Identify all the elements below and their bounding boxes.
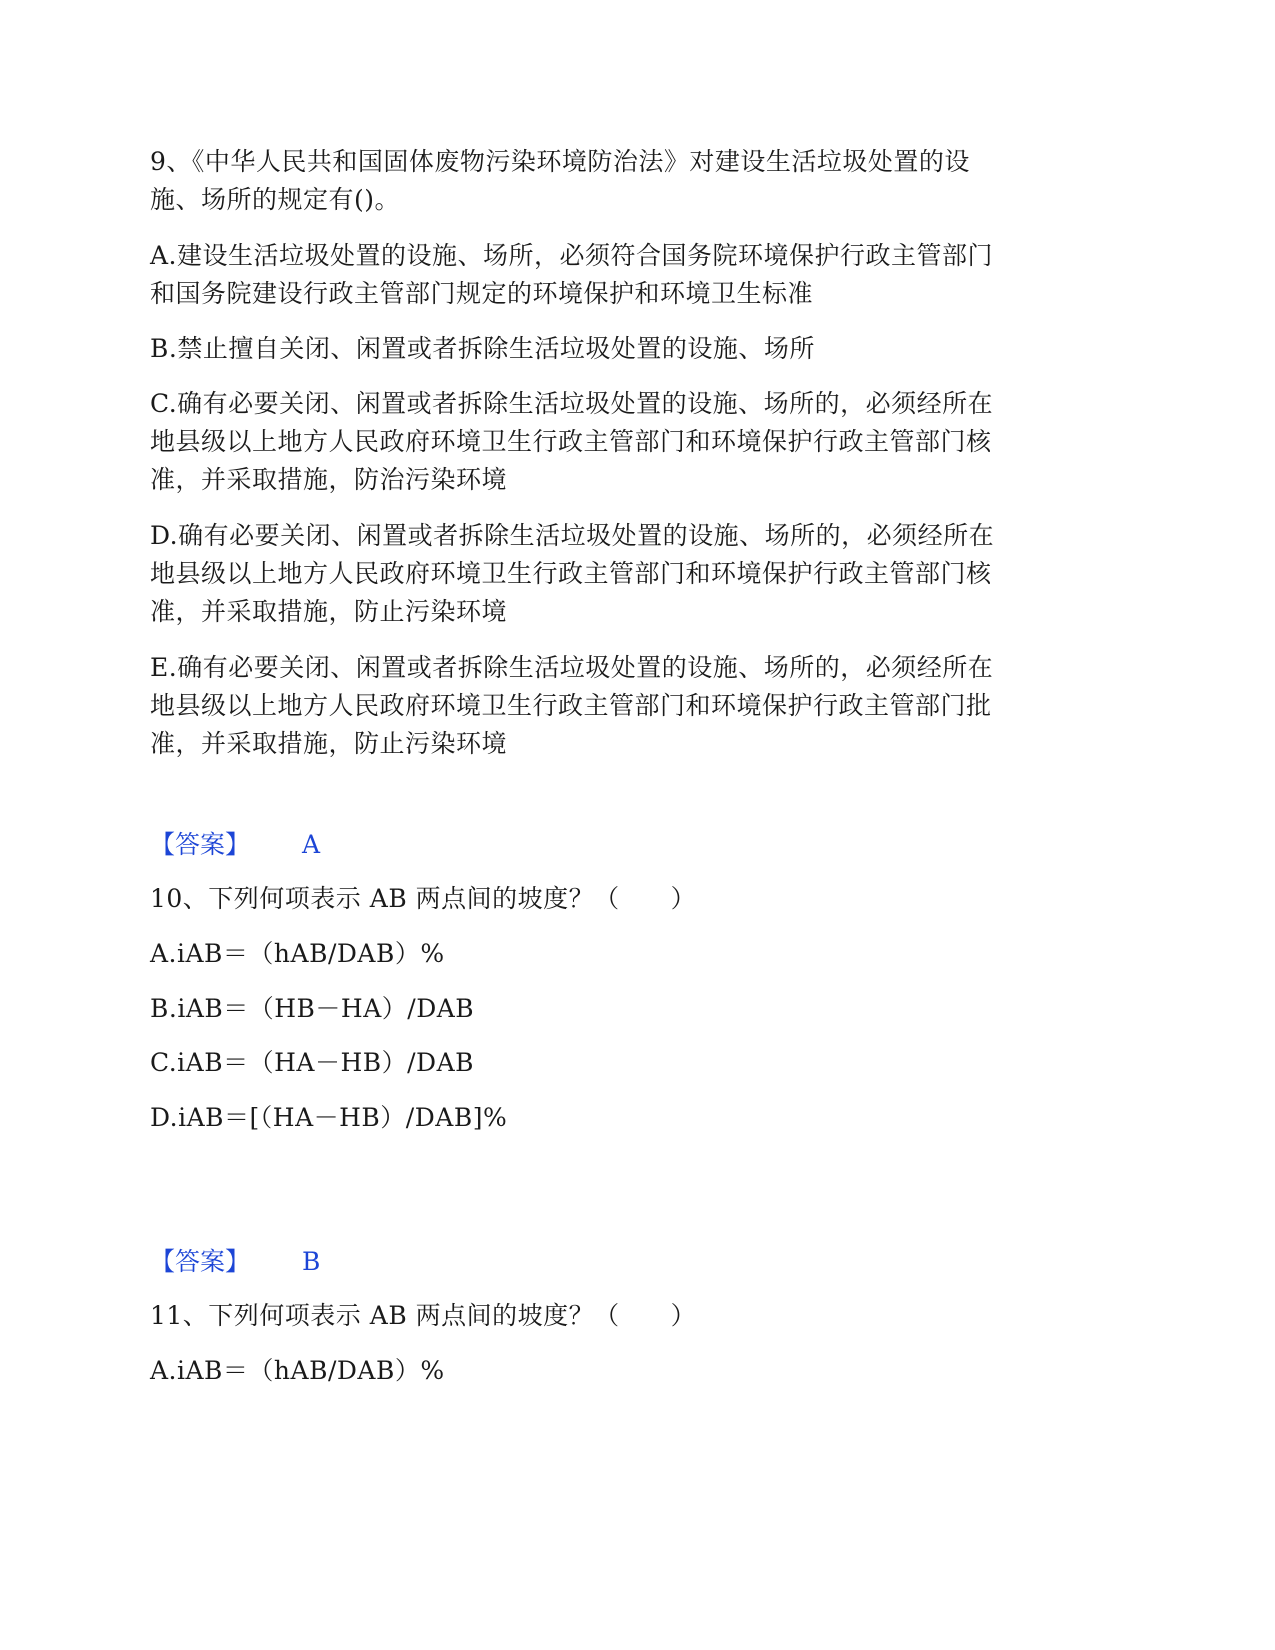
- answer-label: 【答案】: [150, 1247, 251, 1276]
- answer-value: A: [302, 830, 321, 859]
- q9-stem-line-2: 施、场所的规定有()。: [150, 185, 401, 214]
- q11-stem: 11、下列何项表示 AB 两点间的坡度？（ ）: [150, 1301, 697, 1330]
- q9-option-e-line-2: 地县级以上地方人民政府环境卫生行政主管部门和环境保护行政主管部门批: [150, 691, 992, 720]
- q9-option-a-line-1: A.建设生活垃圾处置的设施、场所，必须符合国务院环境保护行政主管部门: [150, 241, 994, 270]
- q9-answer: [150, 825, 320, 865]
- q9-option-d-line-2: 地县级以上地方人民政府环境卫生行政主管部门和环境保护行政主管部门核: [150, 559, 992, 588]
- q10-option-b: B.iAB＝（HB－HA）/DAB: [150, 994, 475, 1023]
- q10-option-d: D.iAB＝[（HA－HB）/DAB]%: [150, 1103, 508, 1132]
- q10-answer: [150, 1242, 320, 1282]
- q9-stem-line-1: 9、《中华人民共和国固体废物污染环境防治法》对建设生活垃圾处置的设: [150, 147, 970, 176]
- q11-option-a: A.iAB＝（hAB/DAB）%: [150, 1356, 445, 1385]
- answer-value: B: [302, 1247, 321, 1276]
- q9-option-b-line-1: B.禁止擅自关闭、闲置或者拆除生活垃圾处置的设施、场所: [150, 334, 815, 363]
- q9-option-e-line-3: 准，并采取措施，防止污染环境: [150, 729, 508, 758]
- q9-option-a-line-2: 和国务院建设行政主管部门规定的环境保护和环境卫生标准: [150, 279, 814, 308]
- q9-option-d-line-1: D.确有必要关闭、闲置或者拆除生活垃圾处置的设施、场所的，必须经所在: [150, 521, 995, 550]
- q9-option-e-line-1: E.确有必要关闭、闲置或者拆除生活垃圾处置的设施、场所的，必须经所在: [150, 653, 994, 682]
- q9-option-d-line-3: 准，并采取措施，防止污染环境: [150, 597, 508, 626]
- q9-option-c-line-1: C.确有必要关闭、闲置或者拆除生活垃圾处置的设施、场所的，必须经所在: [150, 389, 994, 418]
- q9-option-c-line-2: 地县级以上地方人民政府环境卫生行政主管部门和环境保护行政主管部门核: [150, 427, 992, 456]
- q10-option-c: C.iAB＝（HA－HB）/DAB: [150, 1048, 475, 1077]
- q10-option-a: A.iAB＝（hAB/DAB）%: [150, 939, 445, 968]
- answer-label: 【答案】: [150, 830, 251, 859]
- q10-stem: 10、下列何项表示 AB 两点间的坡度？（ ）: [150, 884, 697, 913]
- q9-option-c-line-3: 准，并采取措施，防治污染环境: [150, 465, 508, 494]
